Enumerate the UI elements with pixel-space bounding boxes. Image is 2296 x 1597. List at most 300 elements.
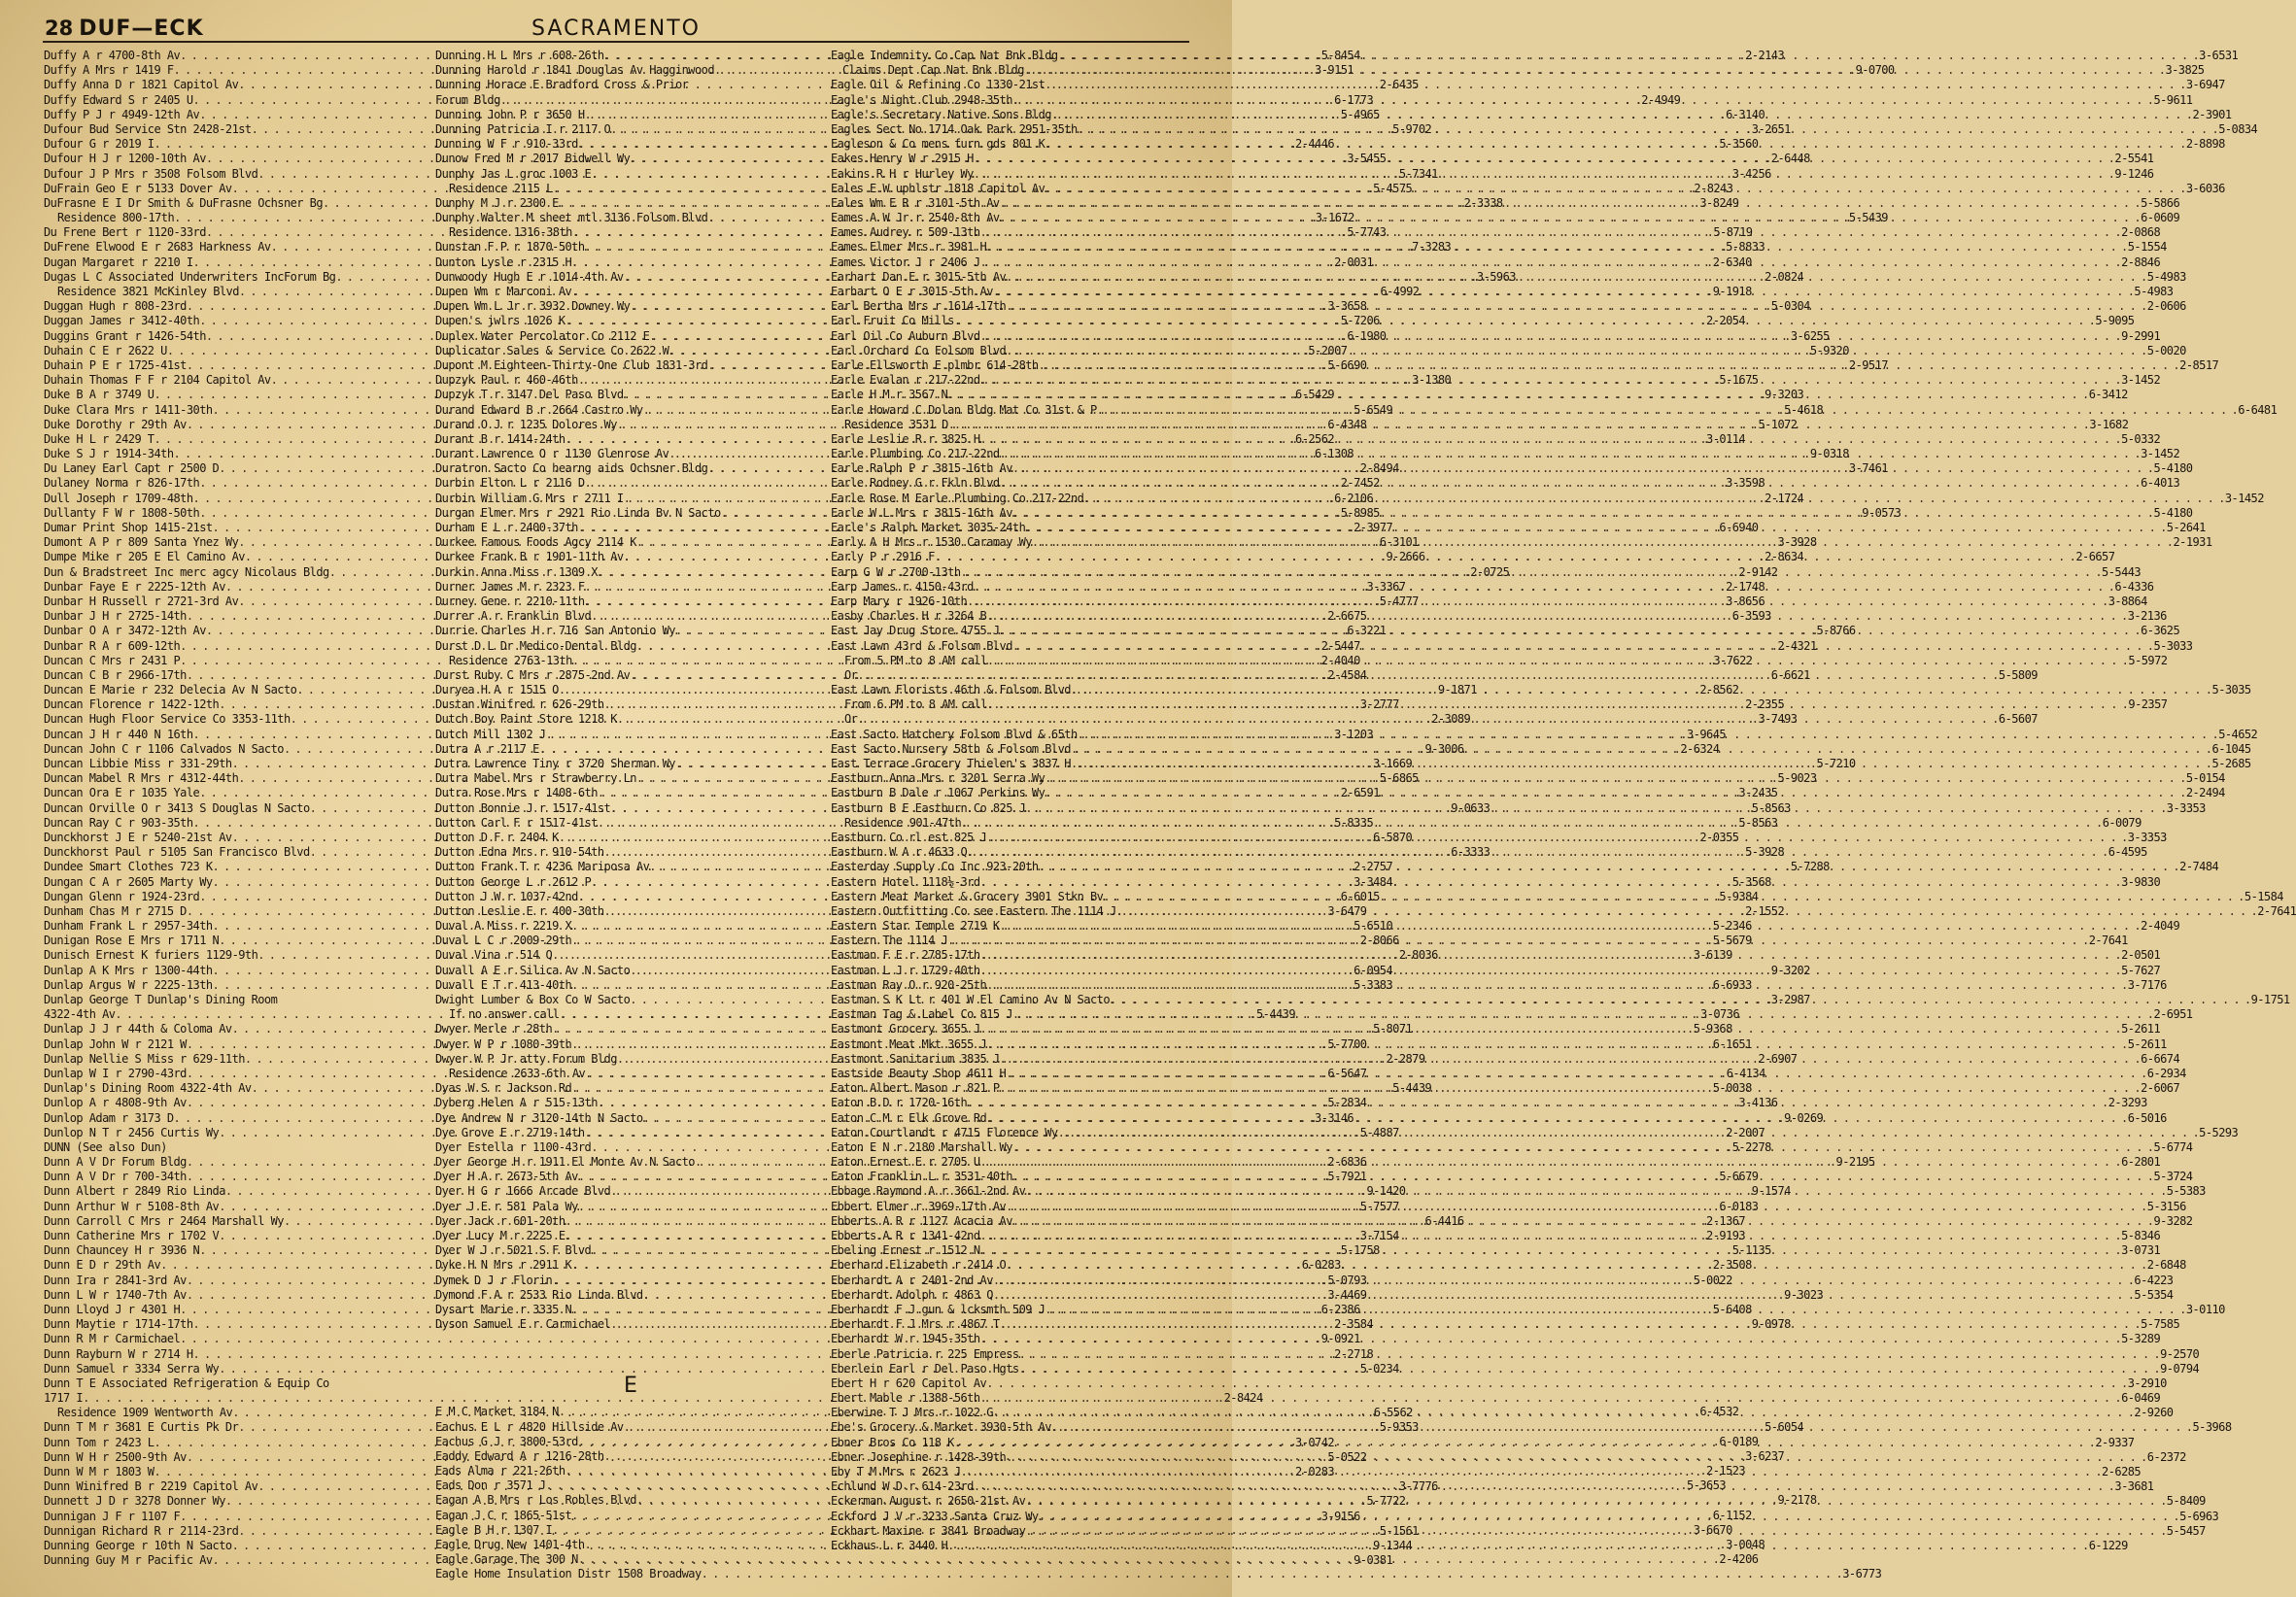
listing-name: Eastern Hotel 1118½-3rd bbox=[831, 874, 980, 889]
listing-phone: 3-2777 bbox=[1359, 697, 1399, 712]
listing-name: Dunn Winifred B r 2219 Capitol Av bbox=[44, 1479, 258, 1494]
dot-leader bbox=[986, 240, 2127, 255]
listing-phone: 6-4134 bbox=[1726, 1066, 1765, 1080]
listing-phone: 6-2801 bbox=[2121, 1155, 2161, 1170]
listing-name: Duncan Ray C r 903-35th bbox=[44, 815, 193, 830]
listing-name: Eastmont Meat Mkt 3655 J bbox=[831, 1036, 987, 1051]
listing-name: Dymond F A r 2533 Rio Linda Blvd bbox=[435, 1287, 643, 1302]
listing-name: Dunn Rayburn W r 2714 H bbox=[44, 1346, 193, 1361]
listing-phone: 3-9645 bbox=[1687, 727, 1727, 741]
listing-phone: 5-9095 bbox=[2095, 314, 2135, 328]
dot-leader bbox=[1051, 108, 2192, 122]
listing-phone: 5-3383 bbox=[1354, 977, 1393, 992]
listing-name: Durant Lawrence O r 1130 Glenrose Av bbox=[435, 447, 669, 461]
listing-phone: 2-4584 bbox=[1327, 667, 1367, 682]
listing-name: Dutton Bonnie J r 1517-41st bbox=[435, 800, 611, 815]
listing-name: Duffy Edward S r 2405 U bbox=[44, 92, 193, 107]
listing-phone: 2-4206 bbox=[1719, 1552, 1759, 1567]
dot-leader bbox=[1000, 196, 2141, 211]
dot-leader bbox=[1103, 890, 2244, 904]
listing-name: Dun & Bradstreet Inc merc agcy Nicolaus Bldg bbox=[44, 564, 329, 579]
listing-phone: 5-0234 bbox=[1359, 1361, 1399, 1376]
listing-phone: 6-4013 bbox=[2141, 476, 2180, 491]
listing-phone: 5-3289 bbox=[2121, 1332, 2161, 1346]
listing-phone: 3-7461 bbox=[1848, 461, 1888, 476]
listing-phone: 5-8719 bbox=[1713, 225, 1753, 240]
listing-phone: 2-6435 bbox=[1379, 78, 1419, 92]
listing-phone: 6-1773 bbox=[1334, 92, 1374, 107]
listing-phone: 2-2355 bbox=[1745, 697, 1785, 712]
listing-phone: 6-4532 bbox=[1699, 1405, 1739, 1419]
listing-phone: 3-0048 bbox=[1726, 1538, 1765, 1551]
listing-phone: 3-6479 bbox=[1327, 903, 1367, 918]
listing-name: Ebberts A R r 1341-42nd bbox=[831, 1229, 980, 1242]
listing-phone: 6-0283 bbox=[1301, 1258, 1341, 1273]
listing-name: Residence 1316-38th bbox=[449, 225, 572, 240]
listing-name: Dunning Horace E Bradford Cross & Prior bbox=[435, 78, 689, 92]
listing-phone: 9-1871 bbox=[1437, 683, 1477, 697]
listing-name: Durst Ruby C Mrs r 2875-2nd Av bbox=[435, 667, 631, 682]
listing-phone: 5-3653 bbox=[1687, 1478, 1727, 1493]
dot-leader bbox=[993, 285, 2134, 299]
dot-leader bbox=[1071, 742, 2211, 757]
listing-phone: 2-1931 bbox=[2173, 535, 2212, 550]
listing-name: Durgan Elmer Mrs r 2921 Rio Linda Bv N Sacto bbox=[435, 505, 721, 520]
listing-phone: 3-9830 bbox=[2121, 874, 2161, 889]
listing-name: Duffy A r 4700-8th Av bbox=[44, 49, 181, 62]
listing-name: Dustan Winifred r 626-29th bbox=[435, 697, 604, 712]
listing-name: Dunning Guy M r Pacific Av bbox=[44, 1553, 213, 1568]
listing-phone: 5-4439 bbox=[1392, 1081, 1432, 1096]
dot-leader bbox=[987, 654, 2128, 668]
listing-phone: 5-0304 bbox=[1770, 299, 1810, 314]
listing-phone: 3-3484 bbox=[1354, 874, 1393, 889]
listing-name: East Lawn Florists 46th & Folsom Blvd bbox=[831, 683, 1071, 697]
listing-phone: 5-1675 bbox=[1719, 373, 1759, 388]
listing-name: 1717 I bbox=[44, 1391, 84, 1406]
listing-name: Eads Alma r 221-26th bbox=[435, 1464, 565, 1478]
listing-name: Du Frene Bert r 1120-33rd bbox=[44, 225, 206, 240]
listing-name: Durbin Elton L r 2116 D bbox=[435, 476, 585, 491]
listing-name: From 5 PM to 8 AM call bbox=[844, 653, 987, 667]
dot-leader bbox=[1045, 78, 2185, 92]
listing-name: Dumont A P r 809 Santa Ynez Wy bbox=[44, 535, 239, 550]
listing-phone: 6-0469 bbox=[2121, 1391, 2161, 1406]
listing-phone: 6-6674 bbox=[2141, 1051, 2180, 1066]
listing-phone: 3-8864 bbox=[2108, 594, 2147, 608]
listing-phone: 5-6054 bbox=[1765, 1419, 1804, 1434]
dot-leader bbox=[1071, 757, 2211, 771]
listing-name: Dunning H L Mrs r 608-26th bbox=[435, 49, 604, 62]
listing-phone: 5-9353 bbox=[1379, 1420, 1419, 1435]
listing-phone: 5-4180 bbox=[2153, 461, 2193, 476]
listing-name: Residence 800-17th bbox=[57, 211, 175, 225]
listing-name: Duncan C Mrs r 2431 P bbox=[44, 653, 181, 667]
listing-phone: 2-2879 bbox=[1386, 1051, 1425, 1066]
dot-leader bbox=[974, 580, 2114, 595]
listing-phone: 5-7206 bbox=[1340, 314, 1380, 328]
listing-phone: 5-0793 bbox=[1327, 1273, 1367, 1287]
listing-phone: 5-3928 bbox=[1745, 845, 1785, 860]
listing-name: Dunn Ira r 2841-3rd Av bbox=[44, 1273, 187, 1287]
listing-name: Eagle Oil & Refining Co 1330-21st bbox=[831, 78, 1045, 92]
listing-name: Residence 2633-6th Av bbox=[449, 1066, 586, 1080]
listing-name: Dungan Glenn r 1924-23rd bbox=[44, 889, 200, 903]
listing-name: Dyer H A r 2673-5th Av bbox=[435, 1170, 578, 1184]
listing-name: Dwight Lumber & Box Co W Sacto bbox=[435, 993, 631, 1006]
listing-phone: 6-4348 bbox=[1327, 417, 1367, 431]
listing-phone: 6-5429 bbox=[1295, 388, 1335, 402]
listing-phone: 3-3353 bbox=[2166, 800, 2206, 815]
listing-phone: 9-3203 bbox=[1765, 388, 1804, 402]
listing-name: Dwyer W P r 1080-39th bbox=[435, 1036, 572, 1051]
dot-leader bbox=[702, 1567, 1842, 1581]
listing-name: Dunn Chauncey H r 3936 N bbox=[44, 1243, 200, 1258]
listing-name: Eagle's Secretary Native Sons Bldg bbox=[831, 107, 1051, 121]
dot-leader bbox=[947, 934, 2088, 948]
listing-phone: 2-2007 bbox=[1726, 1125, 1765, 1139]
listing-phone: 6-3625 bbox=[2141, 624, 2180, 638]
listing-phone: 6-0183 bbox=[1719, 1199, 1759, 1213]
listing-phone: 2-0824 bbox=[1765, 269, 1804, 284]
listing-phone: 5-7577 bbox=[1359, 1199, 1399, 1213]
listing-name: Durrer A r Franklin Blvd bbox=[435, 609, 592, 624]
listing-phone: 6-3593 bbox=[1731, 609, 1771, 624]
listing-phone: 5-4983 bbox=[2146, 269, 2186, 284]
listing-phone: 3-3353 bbox=[2127, 830, 2167, 844]
listing-name: Duncan Mabel R Mrs r 4312-44th bbox=[44, 771, 239, 786]
listing-entry bbox=[44, 1376, 434, 1391]
dot-leader bbox=[1110, 993, 2250, 1007]
listing-name: Dunning W F r 910-33rd bbox=[435, 137, 578, 152]
listing-name: DuFrasne E I Dr Smith & DuFrasne Ochsner Bg bbox=[44, 195, 324, 210]
listing-name: Dunn Samuel r 3334 Serra Wy bbox=[44, 1361, 220, 1376]
listing-phone: 3-7154 bbox=[1359, 1229, 1399, 1242]
listing-phone: 9-1246 bbox=[2114, 166, 2154, 181]
listing-phone: 2-1724 bbox=[1765, 491, 1804, 505]
listing-phone: 6-2562 bbox=[1295, 431, 1335, 446]
listing-phone: 6-1152 bbox=[1712, 1508, 1752, 1522]
listing-phone: 5-8335 bbox=[1334, 815, 1374, 830]
listing-phone: 6-1980 bbox=[1347, 328, 1387, 343]
dot-leader bbox=[1025, 1494, 2166, 1509]
listing-phone: 6-5016 bbox=[2127, 1110, 2167, 1125]
listing-phone: 9-3282 bbox=[2153, 1213, 2193, 1228]
listing-name: Duhain Thomas F F r 2104 Capitol Av bbox=[44, 373, 271, 388]
listing-phone: 9-2991 bbox=[2121, 328, 2161, 343]
listing-phone: 3-6036 bbox=[2185, 181, 2225, 195]
listing-phone: 6-2934 bbox=[2146, 1066, 2186, 1080]
listing-phone: 3-6139 bbox=[1693, 948, 1732, 963]
listing-entry bbox=[435, 1567, 1882, 1581]
listing-entry bbox=[831, 1376, 2167, 1391]
listing-phone: 2-3508 bbox=[1712, 1258, 1752, 1273]
dot-leader bbox=[1019, 1362, 2160, 1376]
listing-phone: 5-6510 bbox=[1354, 919, 1393, 934]
listing-phone: 9-1344 bbox=[1373, 1538, 1413, 1552]
listing-phone: 2-0283 bbox=[1295, 1465, 1335, 1478]
dot-leader bbox=[980, 225, 2121, 240]
listing-phone: 3-6237 bbox=[1745, 1448, 1785, 1463]
listing-name: Dunckhorst J E r 5240-21st Av bbox=[44, 830, 232, 844]
listing-phone: 2-2718 bbox=[1334, 1346, 1374, 1361]
listing-phone: 2-7452 bbox=[1340, 476, 1380, 491]
dot-leader bbox=[1025, 801, 2166, 816]
listing-phone: 5-4887 bbox=[1359, 1125, 1399, 1139]
listing-name: Eberhardt F J gun & lcksmth 509 J bbox=[831, 1302, 1045, 1316]
listing-phone: 5-6679 bbox=[1719, 1170, 1759, 1184]
listing-phone: 5-5293 bbox=[2199, 1125, 2239, 1139]
listing-phone: 5-7585 bbox=[2141, 1317, 2180, 1332]
listing-name: Dunn Catherine Mrs r 1702 V bbox=[44, 1229, 220, 1242]
listing-phone: 5-9320 bbox=[1809, 343, 1849, 357]
listing-name: Eames Audrey r 509-13th bbox=[831, 225, 980, 240]
dot-leader bbox=[980, 1022, 2121, 1036]
listing-name: Dunn A V Dr Forum Bldg bbox=[44, 1155, 187, 1170]
listing-name: Eberhardt Adolph r 4863 Q bbox=[831, 1287, 993, 1302]
listing-name: Dunbar O A r 3472-12th Av bbox=[44, 624, 206, 638]
listing-name: Eagleson & Co mens furn gds 801 K bbox=[831, 137, 1045, 152]
listing-name: Dugan Margaret r 2210 I bbox=[44, 255, 193, 269]
dot-leader bbox=[1045, 182, 2185, 196]
listing-phone: 3-2136 bbox=[2127, 609, 2167, 624]
listing-phone: 3-1669 bbox=[1373, 757, 1413, 770]
listing-name: Duggins Grant r 1426-54th bbox=[44, 328, 206, 343]
listing-name: Or bbox=[844, 712, 858, 727]
listing-name: Dunning John P r 3650 H bbox=[435, 107, 585, 121]
listing-name: Dyer Jack r 601-20th bbox=[435, 1213, 565, 1228]
listing-name: Earle Evalan r 217-22nd bbox=[831, 373, 980, 388]
listing-phone: 2-6657 bbox=[2075, 550, 2115, 564]
listing-name: Dysart Marie r 3335 N bbox=[435, 1302, 572, 1316]
listing-name: Dunlop Adam r 3173 D bbox=[44, 1110, 174, 1125]
listing-phone: 5-3560 bbox=[1719, 137, 1759, 152]
listing-name: Dunlap's Dining Room 4322-4th Av bbox=[44, 1081, 252, 1096]
listing-phone: 2-1523 bbox=[1706, 1464, 1746, 1478]
listing-phone: 5-5354 bbox=[2134, 1287, 2174, 1302]
listing-phone: 3-2435 bbox=[1738, 786, 1778, 800]
city-title: SACRAMENTO bbox=[531, 17, 701, 41]
listing-name: East Terrace Grocery Thielen's 3837 H bbox=[831, 757, 1071, 770]
dot-leader bbox=[980, 373, 2121, 388]
dot-leader bbox=[1000, 447, 2141, 461]
listing-name: Dutton J W r 1037-42nd bbox=[435, 889, 578, 903]
dot-leader bbox=[980, 255, 2121, 270]
listing-phone: 2-3293 bbox=[2108, 1096, 2147, 1110]
listing-phone: 9-2570 bbox=[2160, 1346, 2200, 1361]
dot-leader bbox=[1006, 299, 2146, 314]
listing-name: Dyer George H r 1911 El Monte Av N Sacto bbox=[435, 1155, 695, 1170]
listing-phone: 3-6531 bbox=[2199, 49, 2239, 62]
listing-phone: 3-5455 bbox=[1347, 152, 1387, 166]
listing-phone: 2-9142 bbox=[1738, 564, 1778, 579]
listing-name: Eastman L J r 1729-40th bbox=[831, 963, 980, 977]
dot-leader bbox=[1000, 476, 2141, 491]
listing-phone: 5-8833 bbox=[1726, 240, 1765, 255]
listing-phone: 5-2346 bbox=[1712, 919, 1752, 934]
dot-leader bbox=[1045, 137, 2185, 152]
listing-phone: 9-2195 bbox=[1835, 1155, 1875, 1170]
listing-name: Dutch Mill 1302 J bbox=[435, 727, 546, 741]
listing-name: Eastman S K Lt r 401 W El Camino Av N Sacto bbox=[831, 993, 1111, 1006]
listing-name: Duryea H A r 1515 O bbox=[435, 683, 559, 697]
listing-phone: 2-5541 bbox=[2114, 152, 2154, 166]
listing-phone: 6-1229 bbox=[2088, 1538, 2128, 1552]
listing-name: Eastman Ray O r 920-25th bbox=[831, 977, 987, 992]
listing-name: E M C Market 3184 N bbox=[435, 1405, 559, 1419]
listing-phone: 5-9611 bbox=[2153, 92, 2193, 107]
listing-phone: 3-6255 bbox=[1790, 328, 1830, 343]
listing-phone: 2-3901 bbox=[2192, 107, 2232, 121]
listing-phone: 3-5963 bbox=[1476, 269, 1516, 284]
listing-name: Duncan C B r 2966-17th bbox=[44, 667, 187, 682]
dot-leader bbox=[974, 1479, 2114, 1494]
listing-phone: 6-0954 bbox=[1354, 963, 1393, 977]
listing-phone: 5-5809 bbox=[1998, 667, 2038, 682]
listing-phone: 5-7288 bbox=[1790, 860, 1830, 874]
listing-phone: 5-8071 bbox=[1373, 1022, 1413, 1036]
dot-leader bbox=[993, 1274, 2134, 1288]
listing-phone: 5-6774 bbox=[2153, 1139, 2193, 1154]
listing-phone: 5-9023 bbox=[1777, 771, 1817, 786]
listing-name: Dugas L C Associated Underwriters IncForum Bg bbox=[44, 269, 336, 284]
listing-phone: 3-7493 bbox=[1758, 712, 1798, 727]
listing-phone: 2-7641 bbox=[2088, 934, 2128, 948]
listing-name: Dull Joseph r 1709-48th bbox=[44, 491, 193, 505]
dot-leader bbox=[1039, 358, 2179, 373]
dot-leader bbox=[961, 565, 2102, 580]
listing-name: Duhain P E r 1725-41st bbox=[44, 357, 187, 372]
listing-phone: 5-1758 bbox=[1340, 1243, 1380, 1258]
listing-name: Eastburn B Dale r 1067 Perkins Wy bbox=[831, 786, 1045, 800]
listing-name: Durkee Famous Foods Agcy 2114 K bbox=[435, 535, 636, 550]
listing-phone: 3-4469 bbox=[1327, 1287, 1367, 1302]
listing-phone: 5-0038 bbox=[1712, 1081, 1752, 1096]
listing-name: Dunn Tom r 2423 L bbox=[44, 1435, 154, 1449]
listing-name: From 6 PM to 8 AM call bbox=[844, 697, 987, 712]
listing-phone: 5-3156 bbox=[2146, 1199, 2186, 1213]
listing-phone: 2-4949 bbox=[1641, 92, 1681, 107]
dot-leader bbox=[1012, 1170, 2153, 1184]
listing-phone: 5-5443 bbox=[2102, 564, 2142, 579]
listing-phone: 6-2386 bbox=[1320, 1302, 1360, 1316]
listing-phone: 2-1367 bbox=[1706, 1213, 1746, 1228]
listing-name: Durkee Frank B r 1901-11th Av bbox=[435, 550, 624, 564]
listing-phone: 6-6015 bbox=[1340, 889, 1380, 903]
listing-name: Duval L C r 2009-29th bbox=[435, 934, 572, 948]
dot-leader bbox=[1012, 1140, 2153, 1155]
listing-phone: 3-0736 bbox=[1700, 1007, 1740, 1022]
listing-phone: 6-1308 bbox=[1315, 447, 1354, 461]
listing-name: Eastburn W A r 4633 Q bbox=[831, 845, 968, 860]
dot-leader bbox=[974, 152, 2114, 166]
listing-entry bbox=[44, 1140, 434, 1155]
listing-name: Eachus E L r 4820 Hillside Av bbox=[435, 1419, 624, 1434]
listing-name: Earp Mary r 1926-10th bbox=[831, 594, 968, 608]
listing-phone: 3-6670 bbox=[1693, 1522, 1732, 1537]
listing-name: Dunwoody Hugh E r 1014-4th Av bbox=[435, 269, 624, 284]
alpha-range: DUF—ECK bbox=[79, 17, 204, 41]
listing-name: Eagle Indemnity Co Cap Nat Bnk Bldg bbox=[831, 49, 1058, 62]
listing-name: Earl Bertha Mrs r 1614-17th bbox=[831, 299, 1007, 314]
listing-phone: 2-2143 bbox=[1745, 49, 1785, 62]
dot-leader bbox=[986, 1037, 2127, 1052]
listing-phone: 3-3367 bbox=[1366, 579, 1406, 594]
dot-leader bbox=[1012, 639, 2153, 654]
listing-name: Dutton Frank T r 4236 Mariposa Av bbox=[435, 860, 650, 874]
listing-name: Dunbar Faye E r 2225-12th Av bbox=[44, 579, 225, 594]
listing-name: Dunlap W I r 2790-43rd bbox=[44, 1066, 187, 1080]
dot-leader bbox=[948, 418, 2089, 432]
listing-name: Duplicator Sales & Service Co 2622 W bbox=[435, 343, 669, 357]
listing-phone: 9-0794 bbox=[2160, 1361, 2200, 1376]
dot-leader bbox=[1012, 461, 2153, 476]
listing-phone: 2-6848 bbox=[2146, 1258, 2186, 1273]
listing-phone: 5-0020 bbox=[2146, 343, 2186, 357]
listing-name: Eagan J C r 1865-51st bbox=[435, 1508, 572, 1522]
listing-name: Or bbox=[844, 667, 858, 682]
listing-phone: 2-2054 bbox=[1706, 314, 1746, 328]
dot-leader bbox=[980, 964, 2121, 978]
listing-name: Durst D L Dr Medico-Dental Bldg bbox=[435, 638, 636, 653]
listing-name: Eberlein Earl r Del Paso Hgts bbox=[831, 1361, 1019, 1376]
listing-name: Earhart Dan E r 3015-5th Av bbox=[831, 269, 1007, 284]
listing-name: Dutton Carl F r 1517-41st bbox=[435, 815, 598, 830]
listing-name: Eberhardt F J Mrs r 4867 T bbox=[831, 1317, 1000, 1332]
listing-name: Duke B A r 3749 U bbox=[44, 388, 154, 402]
listing-name: Eagles Sect No 1714 Oak Park 2951-35th bbox=[831, 121, 1078, 136]
listing-name: Durham E L r 2400-37th bbox=[435, 521, 578, 534]
listing-name: Eby T M Mrs r 2623 J bbox=[831, 1465, 961, 1478]
listing-phone: 6-0609 bbox=[2141, 211, 2180, 225]
dot-leader bbox=[1078, 728, 2218, 742]
dot-leader bbox=[1071, 683, 2211, 697]
listing-name: Duncan Libbie Miss r 331-29th bbox=[44, 757, 232, 770]
dot-leader bbox=[980, 1391, 2121, 1406]
listing-name: Eckhart Maxine r 3841 Broadway bbox=[831, 1523, 1026, 1538]
listing-phone: 6-3412 bbox=[2088, 388, 2128, 402]
header-rule bbox=[43, 41, 1189, 43]
listing-name: Dunisch Ernest K furiers 1129-9th bbox=[44, 948, 258, 963]
listing-phone: 5-7921 bbox=[1327, 1170, 1367, 1184]
listing-phone: 2-7641 bbox=[2257, 903, 2296, 918]
listing-name: Eaton C M r Elk Grove Rd bbox=[831, 1110, 987, 1125]
listing-phone: 3-0110 bbox=[2185, 1302, 2225, 1316]
listing-name: Duke S J r 1914-34th bbox=[44, 447, 174, 461]
listing-name: Dunlap Nellie S Miss r 629-11th bbox=[44, 1051, 245, 1066]
listing-phone: 3-3928 bbox=[1777, 535, 1817, 550]
dot-leader bbox=[1006, 1450, 2146, 1465]
dot-leader bbox=[1058, 49, 2199, 63]
listing-name: Eales Wm E R r 3101-5th Av bbox=[831, 195, 1000, 210]
listing-phone: 3-9151 bbox=[1315, 63, 1354, 78]
listing-name: Ebberts A R r 1127 Acacia Av bbox=[831, 1213, 1012, 1228]
listing-phone: 2-1552 bbox=[1745, 903, 1785, 918]
listing-name: Duvall E T r 413-40th bbox=[435, 977, 572, 992]
listing-name: Residence 3531 D bbox=[844, 417, 948, 431]
listing-name: Eaton Albert Mason r 821 P bbox=[831, 1081, 1000, 1096]
listing-name: Earle Rodney G r Fkln Blvd bbox=[831, 476, 1000, 491]
listing-phone: 5-0022 bbox=[1693, 1273, 1732, 1287]
dot-leader bbox=[1006, 1067, 2146, 1081]
listing-name: Earle Leslie R r 3825 H bbox=[831, 431, 980, 446]
listing-phone: 6-3333 bbox=[1451, 845, 1491, 860]
listing-phone: 5-4180 bbox=[2153, 505, 2193, 520]
listing-name: Eakes Henry W r 2915 H bbox=[831, 152, 974, 166]
listing-phone: 2-8036 bbox=[1398, 948, 1438, 963]
listing-phone: 5-4575 bbox=[1373, 181, 1413, 195]
dot-leader bbox=[974, 167, 2114, 182]
